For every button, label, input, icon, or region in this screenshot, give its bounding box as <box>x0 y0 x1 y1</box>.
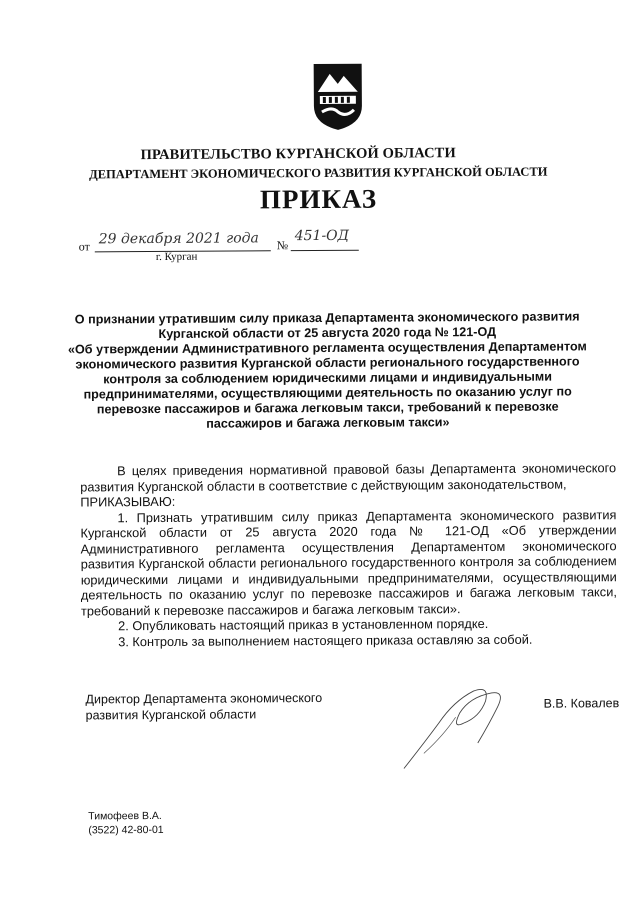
title-line: Курганской области от 25 августа 2020 года № 121-ОД <box>158 324 497 341</box>
number-label: № <box>276 238 289 253</box>
title-line: перевозке пассажиров и багажа легковым такси, требований к перевозке <box>96 399 559 417</box>
order-item-1: 1. Признать утратившим силу приказ Департамента экономического развития Курганской области от 25 августа 2020 года № 121-ОД «Об утверждении Административного регламента осуществления Департаментом экономического развития Курганской области регионального государственного контроля за соблюдением юридическими лицами и индивидуальными предпринимателями, осуществляющими деятельность по оказанию услуг по перевозке пассажиров и багажа легковым такси, требований к перевозке пассажиров и багажа легковым такси». <box>80 506 617 618</box>
signatory-name: В.В. Ковалев <box>543 696 620 711</box>
title-line: контроля за соблюдением юридическими лицами и индивидуальными <box>103 369 552 387</box>
handwritten-signature <box>393 683 514 774</box>
department-heading: ДЕПАРТАМЕНТ ЭКОНОМИЧЕСКОГО РАЗВИТИЯ КУРГАНСКОЙ ОБЛАСТИ <box>89 164 548 182</box>
executor-phone: (3522) 42-80-01 <box>88 823 164 837</box>
title-line: пассажиров и багажа легковым такси» <box>206 415 450 431</box>
order-title <box>67 309 588 432</box>
order-item-2: 2. Опубликовать настоящий приказ в установленном порядке. <box>118 615 489 634</box>
order-item-3: 3. Контроль за выполнением настоящего приказа оставляю за собой. <box>118 631 533 649</box>
intro-paragraph: В целях приведения нормативной правовой базы Департамента экономического развития Курганской области в соответствие с действующим законодательством, <box>80 460 617 494</box>
title-line: «Об утверждении Административного регламента осуществления Департаментом <box>67 339 587 357</box>
date-from-label: от <box>78 239 90 254</box>
signatory-position <box>85 690 322 723</box>
position-line: развития Курганской области <box>85 707 257 723</box>
title-line: О признании утратившим силу приказа Департамента экономического развития <box>74 309 580 327</box>
city-label: г. Курган <box>155 250 198 263</box>
date-number-line <box>78 227 379 266</box>
position-line: Директор Департамента экономического <box>85 690 323 707</box>
handwritten-date: 29 декабря 2021 года <box>98 230 259 248</box>
title-line: предпринимателями, осуществляющими деятельность по оказанию услуг по <box>83 384 572 402</box>
order-body <box>80 460 617 649</box>
title-line: экономического развития Курганской области регионального государственного <box>75 354 580 372</box>
handwritten-number: 451-ОД <box>294 227 350 245</box>
coat-of-arms-emblem <box>312 62 364 132</box>
number-underline <box>291 250 359 251</box>
government-heading: ПРАВИТЕЛЬСТВО КУРГАНСКОЙ ОБЛАСТИ <box>140 145 456 164</box>
document-type-heading: ПРИКАЗ <box>259 183 378 215</box>
order-word: ПРИКАЗЫВАЮ: <box>80 493 176 510</box>
executor-name: Тимофеев В.А. <box>88 809 162 823</box>
executor-info <box>88 809 163 837</box>
